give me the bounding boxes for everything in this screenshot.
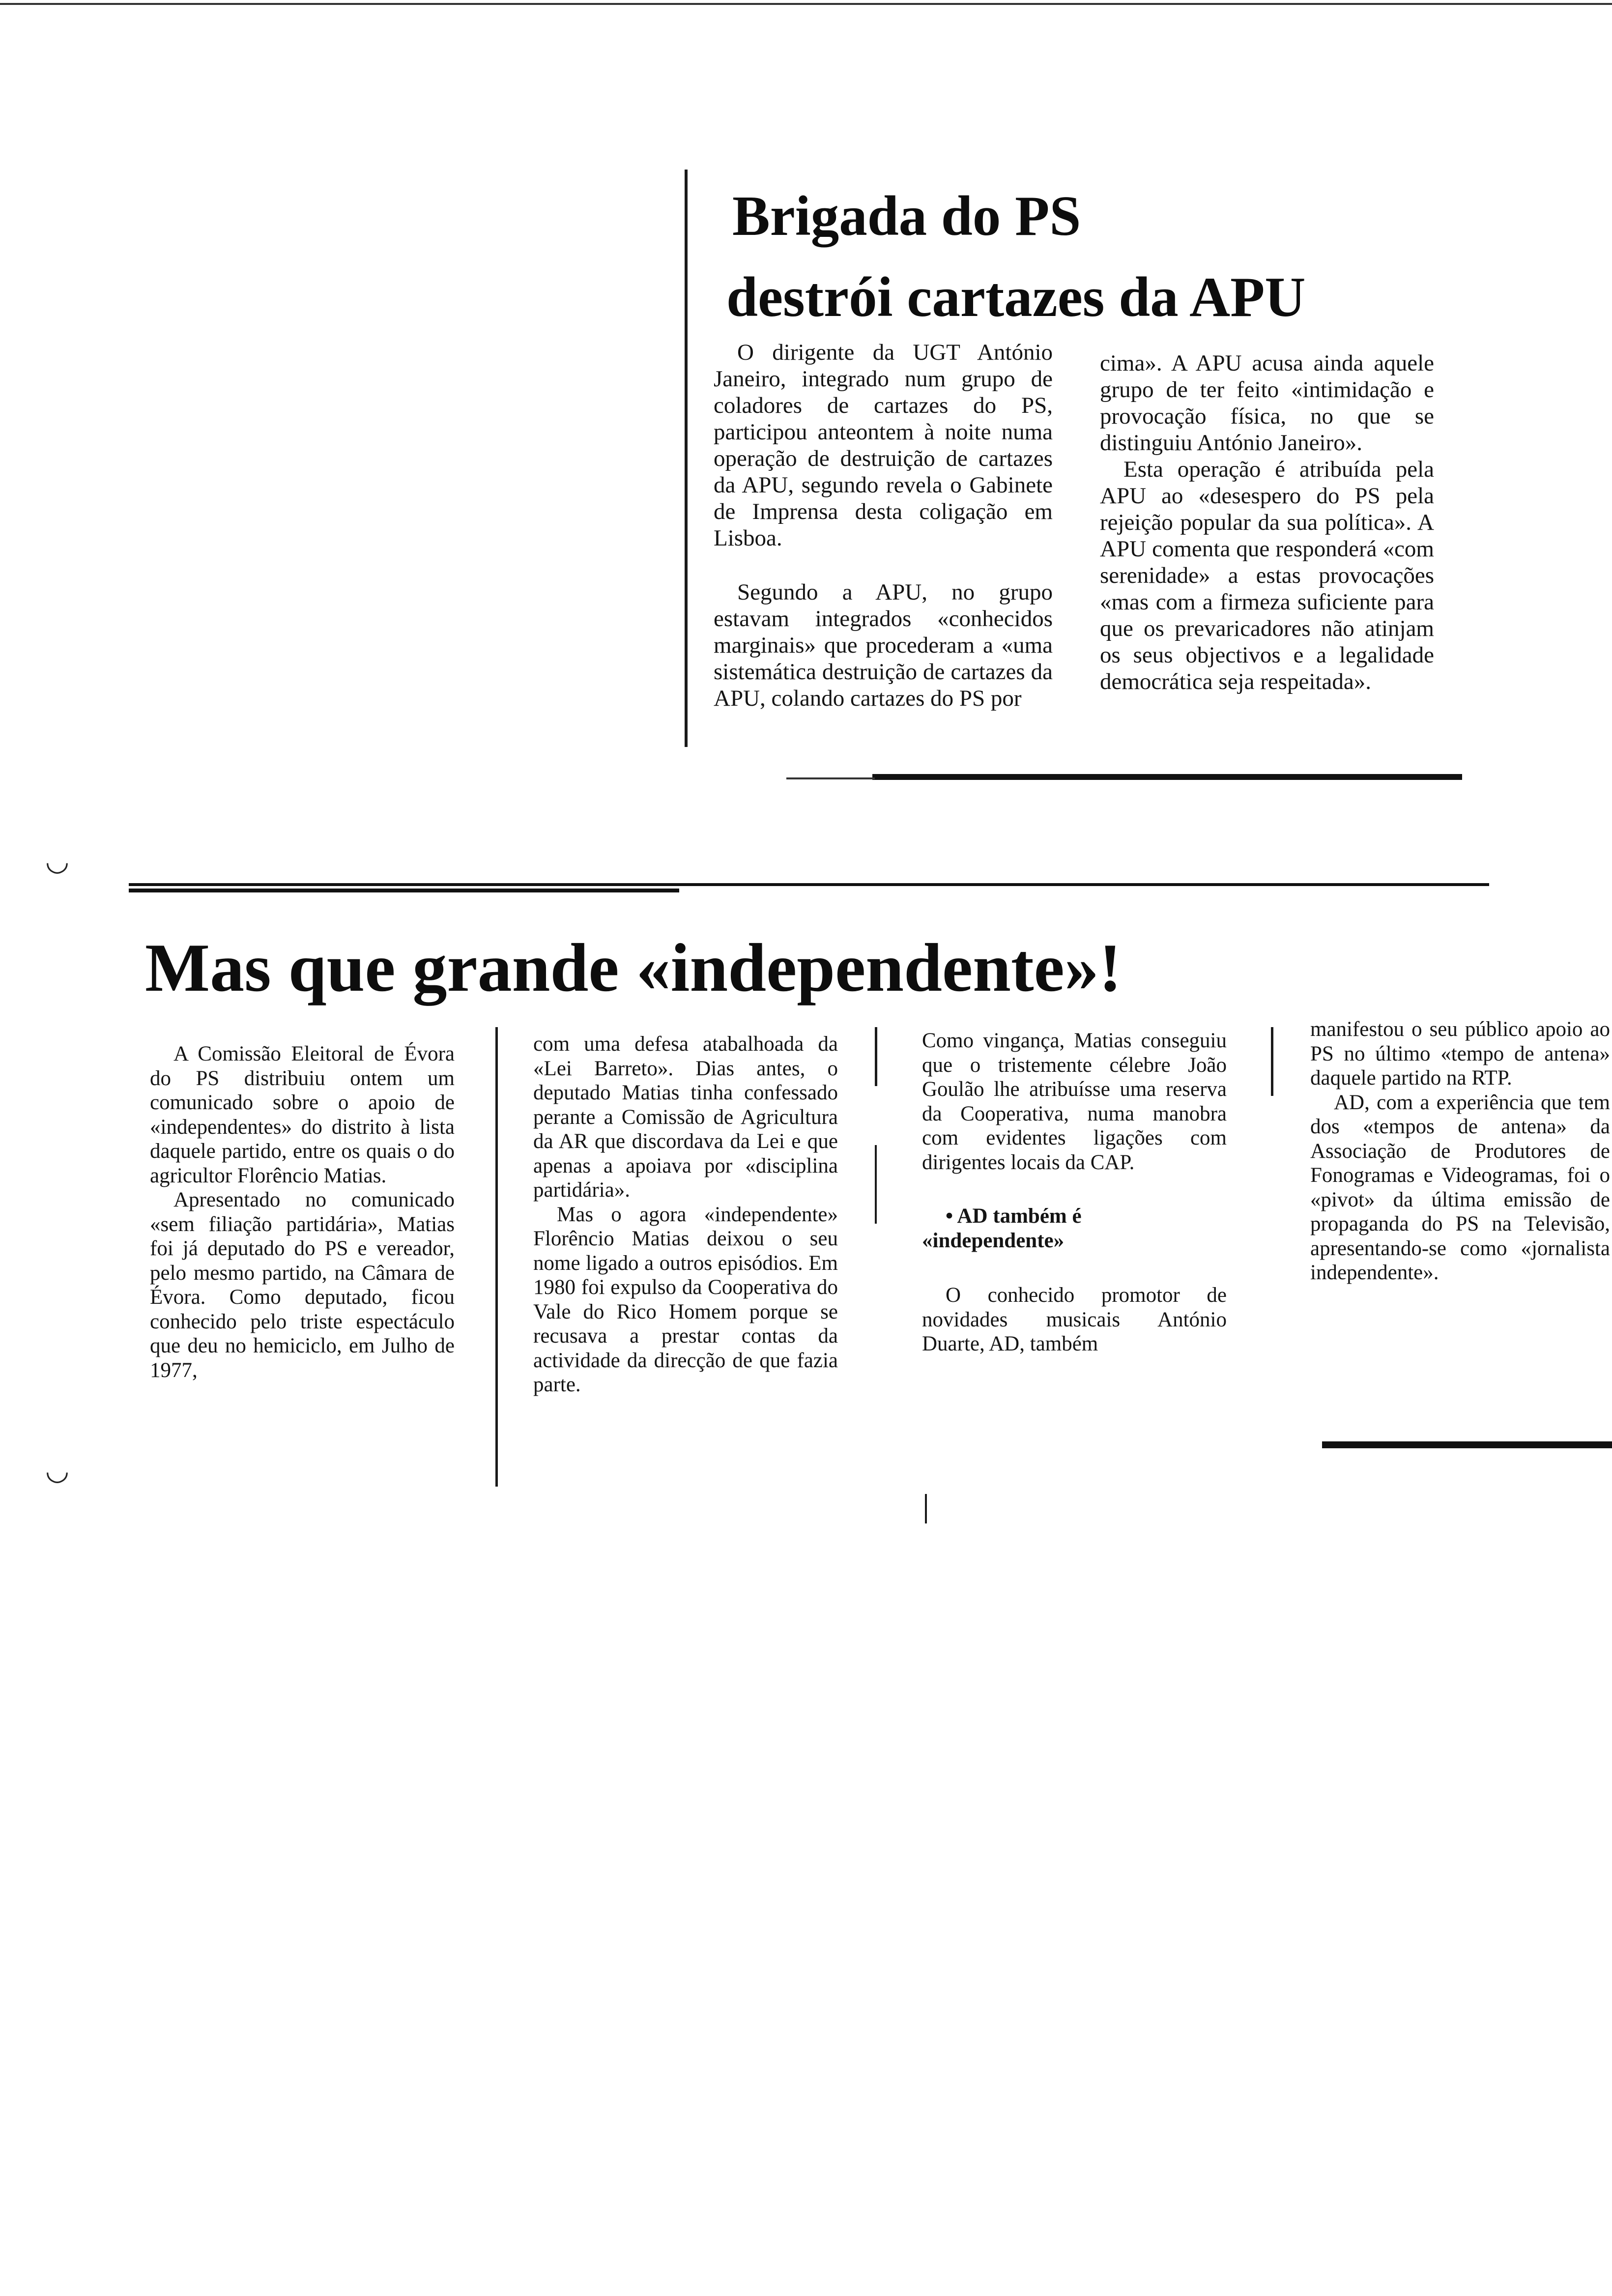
article2-headline: Mas que grande «independente»!	[145, 930, 1122, 1006]
article2-col3-paragraph-1: Como vingança, Matias conseguiu que o tristemente célebre João Goulão lhe atribuísse uma reserva da Cooperativa, numa manobra com evidentes ligações com dirigentes locais da CAP.	[922, 1029, 1227, 1174]
scan-margin-mark: ◡	[45, 845, 69, 877]
page-top-edge	[0, 3, 1612, 5]
article2-col4-paragraph-2: AD, com a experiência que tem dos «tempos de antena» da Associação de Produtores de Fonogramas e Videogramas, foi o «pivot» da última emissão de propaganda do PS na Televisão, apresentando-se como «jornalista independente».	[1310, 1091, 1610, 1284]
article1-column-2	[1100, 350, 1434, 695]
article2-column-rule-2	[875, 1027, 877, 1086]
article1-col1-paragraph-2: Segundo a APU, no grupo estavam integrados «conhecidos marginais» que procederam a «uma sistemática destruição de cartazes da APU, colando cartazes do PS por	[714, 579, 1053, 711]
article2-column-3	[922, 1029, 1227, 1356]
article1-bottom-rule-thin	[786, 777, 875, 779]
article1-col2-paragraph-2: Esta operação é atribuída pela APU ao «desespero do PS pela rejeição popular da sua política». A APU comenta que responderá «com serenidade» a estas provocações «mas com a firmeza suficiente para que os prevaricadores não atinjam os seus objectivos e a legalidade democrática seja respeitada».	[1100, 457, 1434, 694]
article2-col3-subhead: • AD também é «independente»	[922, 1205, 1082, 1252]
article2-column-rule-2b	[875, 1145, 877, 1224]
article2-col1-paragraph-2: Apresentado no comunicado «sem filiação partidária», Matias foi já deputado do PS e vereador, pelo mesmo partido, na Câmara de Évora. Como deputado, ficou conhecido pelo triste espectáculo que deu no hemiciclo, em Julho de 1977,	[150, 1188, 455, 1382]
article2-col4-paragraph-1: manifestou o seu público apoio ao PS no último «tempo de antena» daquele partido na RTP.	[1310, 1018, 1610, 1090]
article1-col2-paragraph-1: cima». A APU acusa ainda aquele grupo de ter feito «intimidação e provocação física, no que se distinguiu António Janeiro».	[1100, 350, 1434, 456]
article1-col1-paragraph-1: O dirigente da UGT António Janeiro, integrado num grupo de coladores de cartazes do PS, participou anteontem à noite numa operação de destruição de cartazes da APU, segundo revela o Gabinete de Imprensa desta coligação em Lisboa.	[714, 340, 1053, 551]
article2-end-rule	[1322, 1441, 1612, 1448]
article2-col2-paragraph-2: Mas o agora «independente» Florêncio Matias deixou o seu nome ligado a outros episódios. Em 1980 foi expulso da Cooperativa do Vale do Rico Homem porque se recusava a prestar contas da actividade da direcção de que fazia parte.	[533, 1203, 838, 1396]
article1-headline-line2: destrói cartazes da APU	[726, 266, 1306, 328]
scan-margin-mark: ◡	[45, 1455, 69, 1487]
article2-column-rule-1	[495, 1027, 498, 1487]
article2-column-2	[533, 1032, 838, 1397]
article2-col2-paragraph-1: com uma defesa atabalhoada da «Lei Barreto». Dias antes, o deputado Matias tinha confessado perante a Comissão de Agricultura da AR que discordava da Lei e que apenas a apoiava por «disciplina partidária».	[533, 1033, 838, 1202]
article2-column-1	[150, 1042, 455, 1382]
article2-top-rule	[129, 883, 1489, 886]
article2-col3-paragraph-2: O conhecido promotor de novidades musicais António Duarte, AD, também	[922, 1284, 1227, 1355]
article1-headline-line1: Brigada do PS	[732, 185, 1081, 247]
article2-top-rule-heavy	[129, 889, 679, 892]
scan-stray-mark	[925, 1494, 927, 1523]
article2-col1-paragraph-1: A Comissão Eleitoral de Évora do PS distribuiu ontem um comunicado sobre o apoio de «independentes» do distrito à lista daquele partido, entre os quais o do agricultor Florêncio Matias.	[150, 1042, 455, 1187]
article1-bottom-rule	[872, 774, 1462, 780]
article2-column-4	[1310, 1017, 1610, 1285]
article2-column-rule-3	[1271, 1027, 1273, 1096]
article1-left-rule	[685, 170, 688, 747]
article1-column-1	[714, 339, 1053, 712]
